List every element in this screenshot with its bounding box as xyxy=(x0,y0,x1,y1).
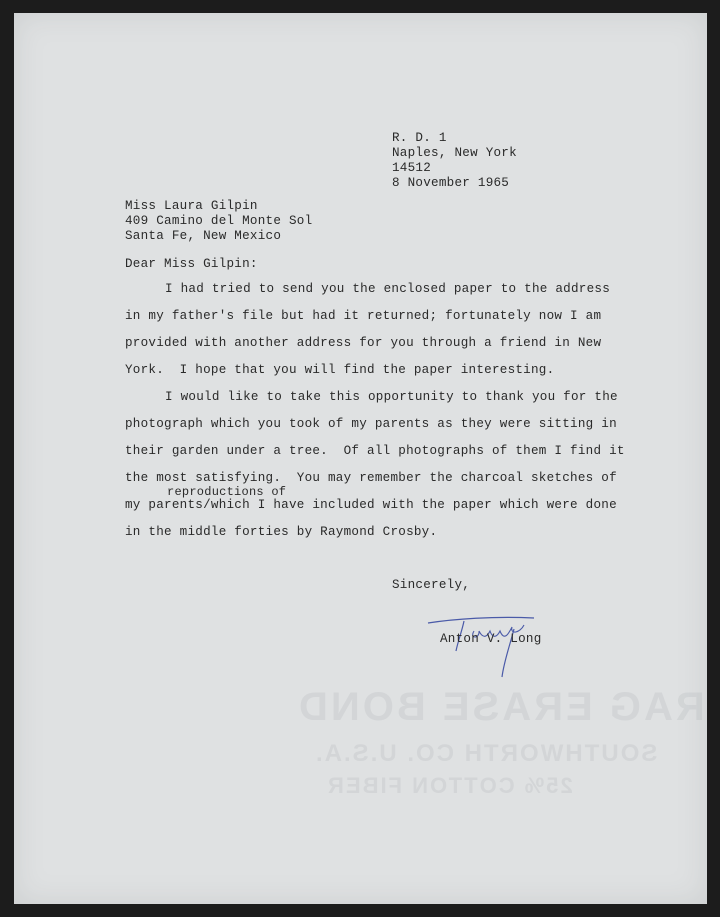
body-line: in my father's file but had it returned; fortunately now I am xyxy=(125,309,602,323)
typed-insertion: reproductions of xyxy=(167,485,287,499)
body-line: the most satisfying. You may remember the charcoal sketches of xyxy=(125,471,617,485)
letter-page xyxy=(14,13,707,904)
recipient-street: 409 Camino del Monte Sol xyxy=(125,214,313,228)
typed-signature: Anton V. Long xyxy=(440,632,542,646)
body-line: I would like to take this opportunity to thank you for the xyxy=(165,390,618,404)
sender-address-line1: R. D. 1 xyxy=(392,131,447,145)
body-line: provided with another address for you through a friend in New xyxy=(125,336,602,350)
closing: Sincerely, xyxy=(392,578,471,592)
body-line: York. I hope that you will find the paper interesting. xyxy=(125,363,555,377)
paper-watermark-line3: 25% COTTON FIBER xyxy=(326,773,573,798)
paper-watermark-line1: RAG ERASE BOND xyxy=(296,685,705,729)
body-line: I had tried to send you the enclosed paper to the address xyxy=(165,282,611,296)
letter-date: 8 November 1965 xyxy=(392,176,510,190)
body-line: photograph which you took of my parents as they were sitting in xyxy=(125,417,617,431)
body-line: my parents/which I have included with the paper which were done xyxy=(125,498,617,512)
sender-address-line2: Naples, New York xyxy=(392,146,517,160)
recipient-city: Santa Fe, New Mexico xyxy=(125,229,282,243)
body-line: in the middle forties by Raymond Crosby. xyxy=(125,525,438,539)
recipient-name: Miss Laura Gilpin xyxy=(125,199,258,213)
body-line: their garden under a tree. Of all photographs of them I find it xyxy=(125,444,625,458)
paper-watermark-line2: SOUTHWORTH CO. U.S.A. xyxy=(314,740,658,767)
sender-address-zip: 14512 xyxy=(392,161,432,175)
salutation: Dear Miss Gilpin: xyxy=(125,257,258,271)
